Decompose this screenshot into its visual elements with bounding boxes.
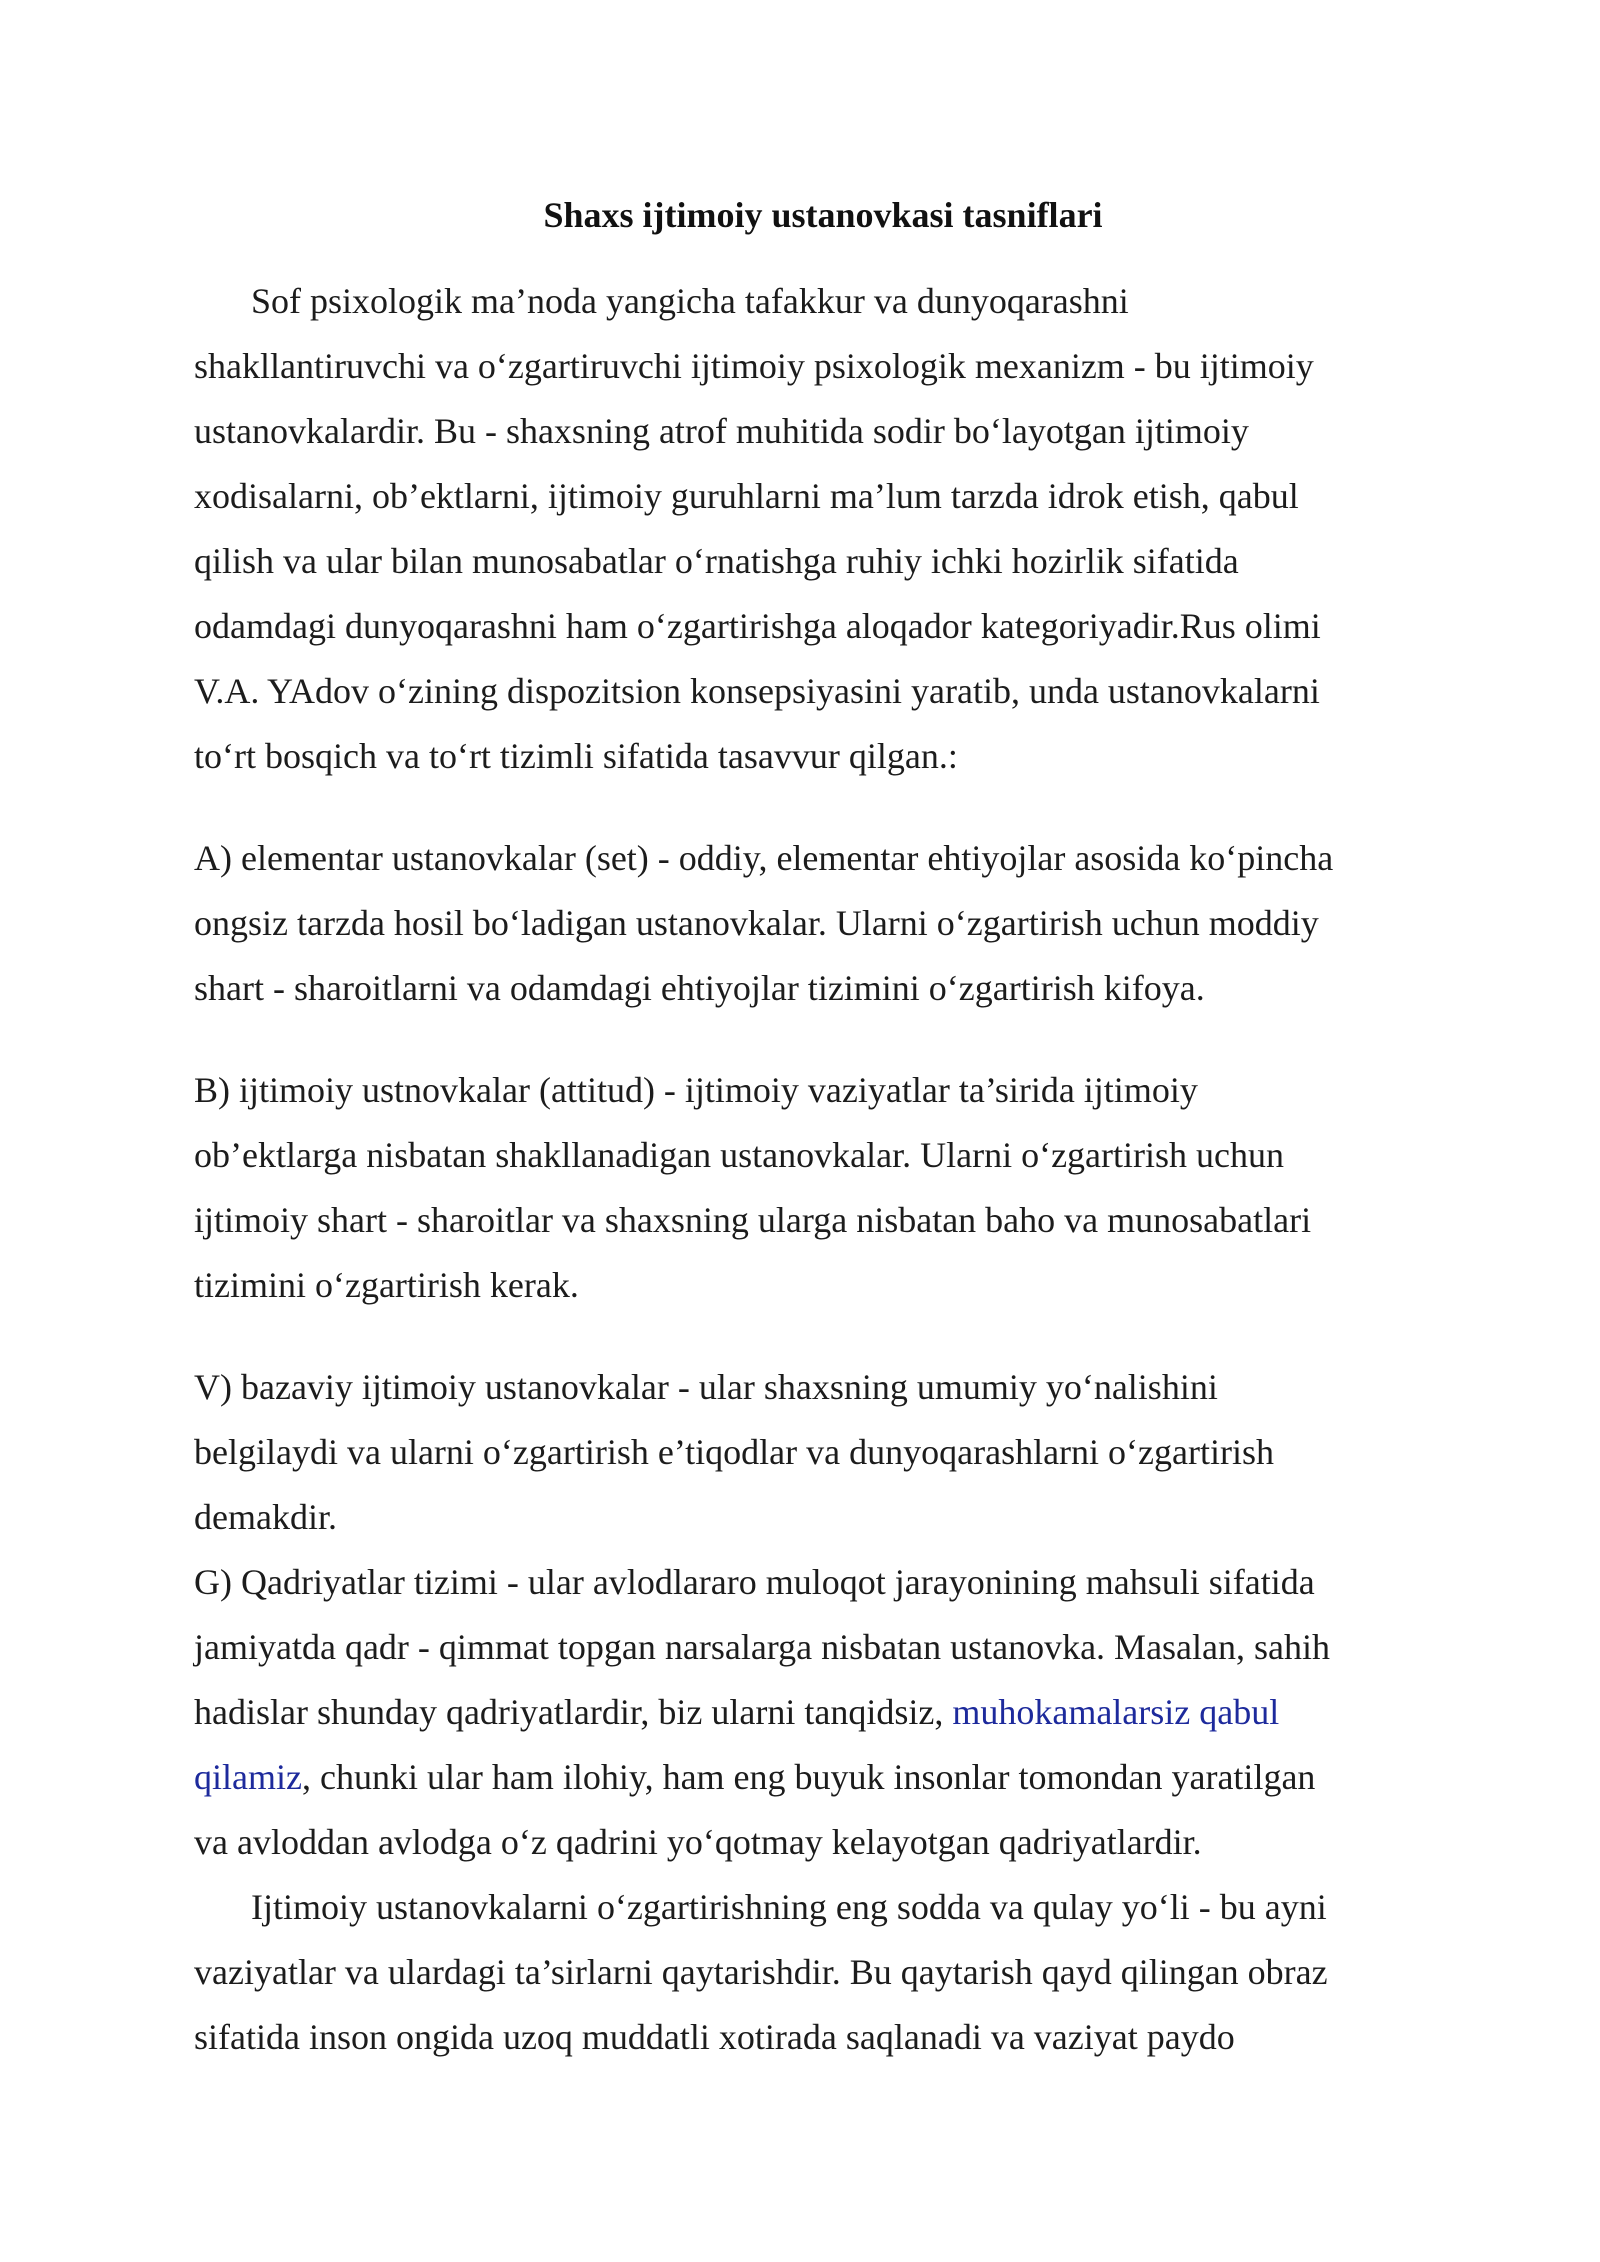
text-line: V.A. YAdov o‘zining dispozitsion konsepsiyasini yaratib, unda ustanovkalarni (194, 671, 1320, 711)
text-line: V) bazaviy ijtimoiy ustanovkalar - ular shaxsning umumiy yo‘nalishini (194, 1367, 1218, 1407)
hyperlink-part2[interactable]: qilamiz (194, 1757, 302, 1797)
text-line: ijtimoiy shart - sharoitlar va shaxsning ularga nisbatan baho va munosabatlari (194, 1200, 1312, 1240)
text-line: qilish va ular bilan munosabatlar o‘rnatishga ruhiy ichki hozirlik sifatida (194, 541, 1239, 581)
text-segment: , chunki ular ham ilohiy, ham eng buyuk insonlar tomondan yaratilgan (301, 1757, 1316, 1797)
hyperlink-part1[interactable]: muhokamalarsiz qabul (952, 1692, 1280, 1732)
text-line: va avloddan avlodga o‘z qadrini yo‘qotmay kelayotgan qadriyatlardir. (194, 1822, 1202, 1862)
text-line (194, 1687, 1279, 1737)
text-line: shart - sharoitlarni va odamdagi ehtiyojlar tizimini o‘zgartirish kifoya. (194, 968, 1205, 1008)
text-line: xodisalarni, ob’ektlarni, ijtimoiy guruhlarni ma’lum tarzda idrok etish, qabul (194, 476, 1299, 516)
text-line: Ijtimoiy ustanovkalarni o‘zgartirishning eng sodda va qulay yo‘li - bu ayni (251, 1887, 1327, 1927)
text-line: demakdir. (194, 1497, 337, 1537)
text-line: tizimini o‘zgartirish kerak. (194, 1265, 579, 1305)
text-line: shakllantiruvchi va o‘zgartiruvchi ijtimoiy psixologik mexanizm - bu ijtimoiy (194, 346, 1314, 386)
text-segment: hadislar shunday qadriyatlardir, biz ularni tanqidsiz, (194, 1692, 953, 1732)
text-line: B) ijtimoiy ustnovkalar (attitud) - ijtimoiy vaziyatlar ta’sirida ijtimoiy (194, 1070, 1198, 1110)
text-line: sifatida inson ongida uzoq muddatli xotirada saqlanadi va vaziyat paydo (194, 2017, 1235, 2057)
text-line: A) elementar ustanovkalar (set) - oddiy, elementar ehtiyojlar asosida ko‘pincha (194, 838, 1334, 878)
text-line: vaziyatlar va ulardagi ta’sirlarni qaytarishdir. Bu qaytarish qayd qilingan obraz (194, 1952, 1328, 1992)
text-line: jamiyatda qadr - qimmat topgan narsalarga nisbatan ustanovka. Masalan, sahih (194, 1627, 1331, 1667)
text-line: Sof psixologik ma’noda yangicha tafakkur va dunyoqarashni (251, 281, 1129, 321)
text-line: to‘rt bosqich va to‘rt tizimli sifatida tasavvur qilgan.: (194, 736, 958, 776)
document-title: Shaxs ijtimoiy ustanovkasi tasniflari (543, 195, 1103, 235)
text-line (194, 1752, 1315, 1802)
text-line: odamdagi dunyoqarashni ham o‘zgartirishga aloqador kategoriyadir.Rus olimi (194, 606, 1321, 646)
text-line: belgilaydi va ularni o‘zgartirish e’tiqodlar va dunyoqarashlarni o‘zgartirish (194, 1432, 1274, 1472)
text-line: ob’ektlarga nisbatan shakllanadigan ustanovkalar. Ularni o‘zgartirish uchun (194, 1135, 1285, 1175)
text-line: ongsiz tarzda hosil bo‘ladigan ustanovkalar. Ularni o‘zgartirish uchun moddiy (194, 903, 1319, 943)
text-line: ustanovkalardir. Bu - shaxsning atrof muhitida sodir bo‘layotgan ijtimoiy (194, 411, 1249, 451)
text-line: G) Qadriyatlar tizimi - ular avlodlararo muloqot jarayonining mahsuli sifatida (194, 1562, 1315, 1602)
